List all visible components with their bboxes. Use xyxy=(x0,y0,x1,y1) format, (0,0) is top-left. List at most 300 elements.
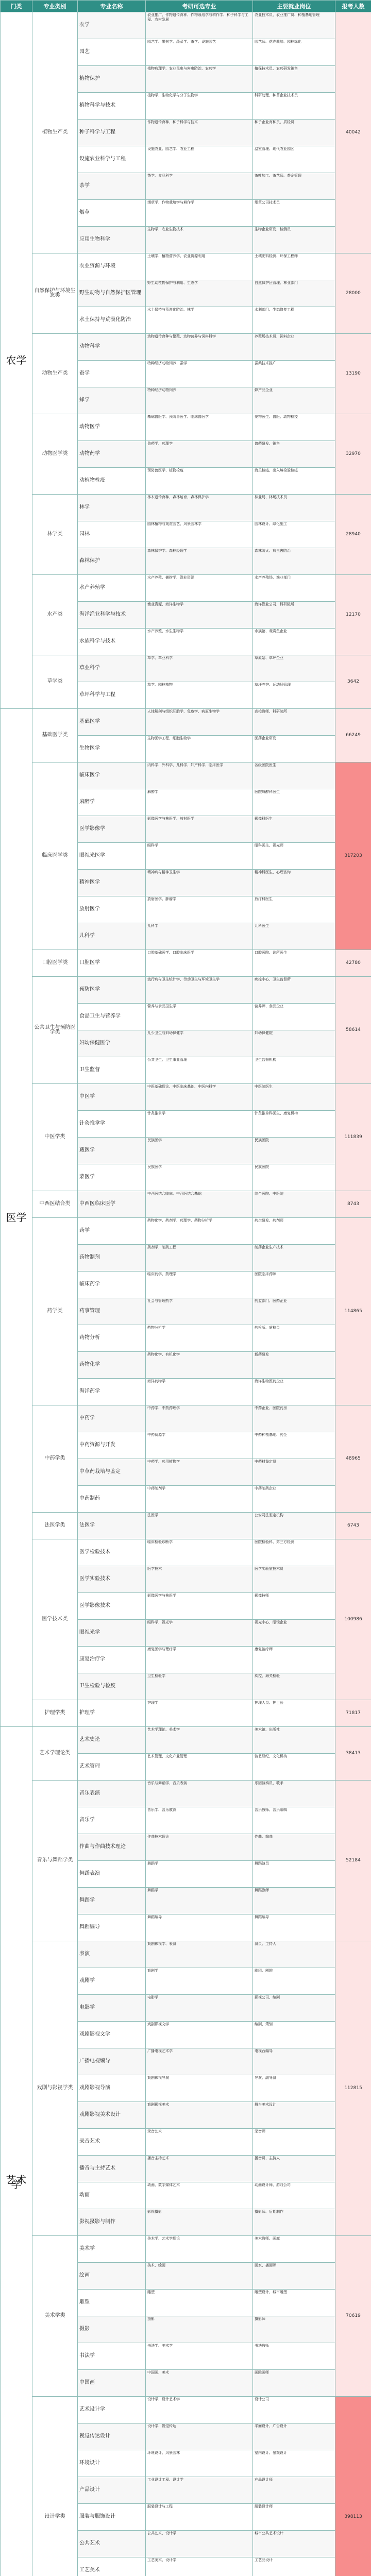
grad-options-cell: 水土保持与荒漠化防治、林学 xyxy=(146,307,253,334)
jobs-cell: 美术馆、出版社 xyxy=(253,1727,335,1754)
major-name-cell: 预防医学 xyxy=(78,977,146,1004)
jobs-cell: 美术教师、画廊 xyxy=(253,2236,335,2263)
category-cell: 医学 xyxy=(1,709,32,1727)
applicant-count-cell: 28940 xyxy=(335,495,371,575)
jobs-cell: 科研助理、种苗企业技术员 xyxy=(253,93,335,120)
jobs-cell: 平面设计、广告设计 xyxy=(253,2424,335,2450)
major-name-cell: 服装与服饰设计 xyxy=(78,2504,146,2531)
jobs-cell: 音乐教师、音乐编辑 xyxy=(253,1807,335,1834)
major-name-cell: 作曲与作曲技术理论 xyxy=(78,1834,146,1861)
class-cell: 自然保护与环境生态类 xyxy=(32,253,78,334)
applicant-count-cell: 100986 xyxy=(335,1539,371,1700)
major-name-cell: 药事管理 xyxy=(78,1298,146,1325)
major-name-cell: 电影学 xyxy=(78,1995,146,2022)
jobs-cell: 茶叶加工、茶艺师、茶企管理 xyxy=(253,173,335,200)
major-name-cell: 美术学 xyxy=(78,2236,146,2263)
grad-options-cell: 设计学、设计艺术学 xyxy=(146,2397,253,2424)
jobs-cell: 兽药研发、销售 xyxy=(253,441,335,468)
grad-options-cell: 植物病理学、农业昆虫与害虫防治、农药学 xyxy=(146,66,253,93)
major-name-cell: 水族科学与技术 xyxy=(78,629,146,655)
jobs-cell: 水产养殖场、渔业部门 xyxy=(253,575,335,602)
major-name-cell: 临床医学 xyxy=(78,762,146,789)
header-jobs: 主要就业岗位 xyxy=(253,1,335,12)
grad-options-cell: 水产养殖、水生生物学 xyxy=(146,629,253,655)
major-name-cell: 录音艺术 xyxy=(78,2129,146,2156)
table-row xyxy=(1,1727,371,1754)
jobs-cell: 营养师、食品企业 xyxy=(253,1004,335,1030)
major-name-cell: 表演 xyxy=(78,1941,146,1968)
class-cell: 植物生产类 xyxy=(32,12,78,253)
table-row xyxy=(1,1084,371,1111)
header-major: 专业名称 xyxy=(78,1,146,12)
grad-options-cell: 茶学、食品科学 xyxy=(146,173,253,200)
jobs-cell: 植保技术员、农药研发销售 xyxy=(253,66,335,93)
applicant-count-cell: 114865 xyxy=(335,1218,371,1405)
applicant-count-cell: 13190 xyxy=(335,334,371,414)
major-name-cell: 法医学 xyxy=(78,1513,146,1539)
grad-options-cell: 影视摄影 xyxy=(146,2209,253,2236)
class-cell: 动物医学类 xyxy=(32,414,78,495)
jobs-cell: 草坪养护、运动场管理 xyxy=(253,682,335,709)
grad-options-cell: 工业设计工程、设计学 xyxy=(146,2477,253,2504)
applicant-count-cell: 28000 xyxy=(335,253,371,334)
grad-options-cell: 土壤学、植物营养学、农业资源利用 xyxy=(146,253,253,280)
major-name-cell: 舞蹈学 xyxy=(78,1888,146,1914)
major-name-cell: 园林 xyxy=(78,521,146,548)
grad-options-cell: 中药学、药用植物学 xyxy=(146,1459,253,1486)
major-name-cell: 药物制剂 xyxy=(78,1245,146,1272)
jobs-cell: 园林设计、绿化施工 xyxy=(253,521,335,548)
jobs-cell: 舞台美术设计 xyxy=(253,2102,335,2129)
grad-options-cell: 民族医学 xyxy=(146,1138,253,1164)
applicant-count-cell: 48965 xyxy=(335,1405,371,1513)
applicant-count-cell: 112815 xyxy=(335,1941,371,2236)
applicant-count-cell: 38413 xyxy=(335,1727,371,1781)
jobs-cell: 农业技术员、农业推广员、种植基地管理 xyxy=(253,12,335,39)
grad-options-cell: 戏剧学 xyxy=(146,1968,253,1995)
major-name-cell: 中草药栽培与鉴定 xyxy=(78,1459,146,1486)
major-name-cell: 烟草 xyxy=(78,200,146,227)
grad-options-cell: 眼科学、视光学 xyxy=(146,1620,253,1647)
jobs-cell: 视光中心、眼镜企业 xyxy=(253,1620,335,1647)
grad-options-cell: 园林植物与观赏园艺、风景园林学 xyxy=(146,521,253,548)
class-cell: 美术学类 xyxy=(32,2236,78,2397)
major-name-cell: 摄影 xyxy=(78,2316,146,2343)
jobs-cell: 城市公共艺术设计 xyxy=(253,2531,335,2557)
major-name-cell: 精神医学 xyxy=(78,870,146,896)
major-name-cell: 放射医学 xyxy=(78,896,146,923)
applicant-count-cell: 3642 xyxy=(335,655,371,709)
grad-options-cell: 药物分析学 xyxy=(146,1325,253,1352)
grad-options-cell: 药物化学、有机化学 xyxy=(146,1352,253,1379)
grad-options-cell: 放射医学、肿瘤学 xyxy=(146,896,253,923)
major-name-cell: 中药资源与开发 xyxy=(78,1432,146,1459)
grad-options-cell: 临床检验诊断学 xyxy=(146,1539,253,1566)
applicant-count-cell: 317203 xyxy=(335,762,371,950)
jobs-cell: 康复治疗师 xyxy=(253,1647,335,1673)
major-name-cell: 医学影像学 xyxy=(78,816,146,843)
grad-options-cell: 预防兽医学、植物检疫 xyxy=(146,468,253,495)
jobs-cell: 医院临床药师 xyxy=(253,1272,335,1298)
grad-options-cell: 野生动植物保护与利用、生态学 xyxy=(146,280,253,307)
major-name-cell: 中国画 xyxy=(78,2370,146,2397)
major-name-cell: 动物医学 xyxy=(78,414,146,441)
major-name-cell: 临床药学 xyxy=(78,1272,146,1298)
grad-options-cell: 森林保护学、森林经理学 xyxy=(146,548,253,575)
major-name-cell: 雕塑 xyxy=(78,2290,146,2316)
jobs-cell: 烟草公司技术员 xyxy=(253,200,335,227)
grad-options-cell: 药物化学、药剂学、药理学、药物分析学 xyxy=(146,1218,253,1245)
grad-options-cell: 眼科学 xyxy=(146,843,253,870)
class-cell: 动物生产类 xyxy=(32,334,78,414)
grad-options-cell: 公共艺术、设计学 xyxy=(146,2531,253,2557)
jobs-cell: 产品设计师 xyxy=(253,2477,335,2504)
table-row xyxy=(1,1513,371,1539)
grad-options-cell: 服装设计与工程 xyxy=(146,2504,253,2531)
applicant-count-cell: 32970 xyxy=(335,414,371,495)
table-row xyxy=(1,977,371,1004)
major-name-cell: 影视摄影与制作 xyxy=(78,2209,146,2236)
grad-options-cell: 园艺学、果树学、蔬菜学、茶学、设施园艺 xyxy=(146,39,253,66)
jobs-cell: 画院画师 xyxy=(253,2370,335,2397)
major-name-cell: 艺术管理 xyxy=(78,1754,146,1781)
jobs-cell: 录音师 xyxy=(253,2129,335,2156)
table-row xyxy=(1,1700,371,1727)
major-name-cell: 食品卫生与营养学 xyxy=(78,1004,146,1030)
jobs-cell: 蚕桑技术推广 xyxy=(253,361,335,387)
jobs-cell: 森林防火、病虫害防治 xyxy=(253,548,335,575)
applicant-count-cell: 6743 xyxy=(335,1513,371,1539)
grad-options-cell: 植物学、生物化学与分子生物学 xyxy=(146,93,253,120)
table-row xyxy=(1,709,371,736)
jobs-cell: 疾控中心、卫生监督所 xyxy=(253,977,335,1004)
major-name-cell: 野生动物与自然保护区管理 xyxy=(78,280,146,307)
grad-options-cell: 动画、数字媒体艺术 xyxy=(146,2182,253,2209)
jobs-cell: 水族馆、观赏鱼企业 xyxy=(253,629,335,655)
major-name-cell: 舞蹈编导 xyxy=(78,1914,146,1941)
jobs-cell: 动画设计师、游戏公司 xyxy=(253,2182,335,2209)
jobs-cell: 草原站、草坪企业 xyxy=(253,655,335,682)
category-cell: 艺术学 xyxy=(1,1727,32,2576)
jobs-cell: 设计公司 xyxy=(253,2397,335,2424)
major-name-cell: 水土保持与荒漠化防治 xyxy=(78,307,146,334)
table-row xyxy=(1,414,371,441)
jobs-cell: 护理人员、护士长 xyxy=(253,1700,335,1727)
major-name-cell: 动物药学 xyxy=(78,441,146,468)
grad-options-cell: 环境设计、风景园林 xyxy=(146,2450,253,2477)
applicant-count-cell: 52184 xyxy=(335,1781,371,1941)
jobs-cell: 海关检疫、出入境检验检疫 xyxy=(253,468,335,495)
jobs-cell: 医学实验室技术员 xyxy=(253,1566,335,1593)
major-name-cell: 儿科学 xyxy=(78,923,146,950)
major-name-cell: 药学 xyxy=(78,1218,146,1245)
class-cell: 药学类 xyxy=(32,1218,78,1405)
jobs-cell: 疾控、海关检验 xyxy=(253,1673,335,1700)
major-name-cell: 绘画 xyxy=(78,2263,146,2290)
class-cell: 中医学类 xyxy=(32,1084,78,1191)
class-cell: 戏剧与影视学类 xyxy=(32,1941,78,2236)
jobs-cell: 精神科医生、心理咨询 xyxy=(253,870,335,896)
jobs-cell: 海洋生物医药企业 xyxy=(253,1379,335,1405)
major-name-cell: 卫生检验与检疫 xyxy=(78,1673,146,1700)
applicant-count-cell: 12170 xyxy=(335,575,371,655)
major-name-cell: 播音与主持艺术 xyxy=(78,2156,146,2182)
major-name-cell: 舞蹈表演 xyxy=(78,1861,146,1888)
table-row xyxy=(1,495,371,521)
grad-options-cell: 广播电视艺术学 xyxy=(146,2048,253,2075)
grad-options-cell: 法医学 xyxy=(146,1513,253,1539)
jobs-cell: 导演、副导演 xyxy=(253,2075,335,2102)
grad-options-cell: 音乐与舞蹈学、音乐表演 xyxy=(146,1781,253,1807)
grad-options-cell: 中药资源学 xyxy=(146,1432,253,1459)
major-name-cell: 种子科学与工程 xyxy=(78,120,146,146)
table-header-row xyxy=(1,1,371,12)
grad-options-cell: 内科学、外科学、儿科学、妇产科学、临床医学 xyxy=(146,762,253,789)
major-name-cell: 植物科学与技术 xyxy=(78,93,146,120)
header-category: 门类 xyxy=(1,1,32,12)
major-name-cell: 农学 xyxy=(78,12,146,39)
table-body xyxy=(1,12,371,2576)
grad-options-cell: 麻醉学 xyxy=(146,789,253,816)
grad-options-cell: 儿少卫生与妇幼保健学 xyxy=(146,1030,253,1057)
jobs-cell: 卫生监督机构 xyxy=(253,1057,335,1084)
jobs-cell: 种子企业育种员、质检员 xyxy=(253,120,335,146)
grad-options-cell: 动物遗传育种与繁殖、动物营养与饲料科学 xyxy=(146,334,253,361)
major-name-cell: 藏医学 xyxy=(78,1138,146,1164)
table-row xyxy=(1,655,371,682)
table-row xyxy=(1,575,371,602)
jobs-cell: 医药企业研发 xyxy=(253,736,335,762)
jobs-cell: 舞蹈编导 xyxy=(253,1914,335,1941)
applicant-count-cell: 58614 xyxy=(335,977,371,1084)
table-row xyxy=(1,1191,371,1218)
jobs-cell: 中药材鉴定员 xyxy=(253,1459,335,1486)
grad-options-cell: 药剂学、制药工程 xyxy=(146,1245,253,1272)
jobs-cell: 放疗科医生 xyxy=(253,896,335,923)
class-cell: 水产类 xyxy=(32,575,78,655)
jobs-cell: 摄影师、后期制作 xyxy=(253,2209,335,2236)
major-name-cell: 医学检验技术 xyxy=(78,1539,146,1566)
jobs-cell: 舞蹈教师 xyxy=(253,1888,335,1914)
jobs-cell: 养殖场技术员、饲料企业 xyxy=(253,334,335,361)
jobs-cell: 中药种植基地、药企 xyxy=(253,1432,335,1459)
jobs-cell: 宠物医生、兽医、动物检疫 xyxy=(253,414,335,441)
grad-options-cell: 草学、园林植物 xyxy=(146,682,253,709)
applicant-count-cell: 398113 xyxy=(335,2397,371,2576)
major-name-cell: 中药制药 xyxy=(78,1486,146,1513)
jobs-cell: 新药研发 xyxy=(253,1352,335,1379)
jobs-cell: 生物企业研发、检测员 xyxy=(253,227,335,253)
major-name-cell: 书法学 xyxy=(78,2343,146,2370)
jobs-cell: 影像技师 xyxy=(253,1593,335,1620)
applicant-count-cell: 111839 xyxy=(335,1084,371,1191)
major-name-cell: 工艺美术 xyxy=(78,2557,146,2576)
grad-options-cell: 护理学 xyxy=(146,1700,253,1727)
major-name-cell: 基础医学 xyxy=(78,709,146,736)
grad-options-cell: 人体解剖与组织胚胎学、免疫学、病原生物学 xyxy=(146,709,253,736)
grad-options-cell: 水产养殖、捕捞学、渔业资源 xyxy=(146,575,253,602)
major-name-cell: 中药学 xyxy=(78,1405,146,1432)
grad-options-cell: 舞蹈学 xyxy=(146,1861,253,1888)
major-name-cell: 眼视光医学 xyxy=(78,843,146,870)
class-cell: 公共卫生与预防医学类 xyxy=(32,977,78,1084)
jobs-cell: 针灸推拿科医生、康复机构 xyxy=(253,1111,335,1138)
grad-options-cell: 特种经济动物饲养 xyxy=(146,387,253,414)
grad-options-cell: 播音主持艺术 xyxy=(146,2156,253,2182)
major-name-cell: 艺术设计学 xyxy=(78,2397,146,2424)
jobs-cell: 高校教师、科研院所 xyxy=(253,709,335,736)
major-name-cell: 蒙医学 xyxy=(78,1164,146,1191)
grad-options-cell: 中药制剂学 xyxy=(146,1486,253,1513)
table-row xyxy=(1,1539,371,1566)
grad-options-cell: 艺术学理论、美术学 xyxy=(146,1727,253,1754)
header-applicants: 报考人数 xyxy=(335,1,371,12)
grad-options-cell: 作曲技术理论 xyxy=(146,1834,253,1861)
jobs-cell: 舞蹈演员 xyxy=(253,1861,335,1888)
grad-options-cell: 戏剧影视学、表演 xyxy=(146,1941,253,1968)
grad-options-cell: 生物医学工程、细胞生物学 xyxy=(146,736,253,762)
applicant-count-cell: 40042 xyxy=(335,12,371,253)
major-name-cell: 农业资源与环境 xyxy=(78,253,146,280)
jobs-cell: 自然保护区管理、林业部门 xyxy=(253,280,335,307)
major-name-cell: 戏剧影视文学 xyxy=(78,2022,146,2048)
jobs-cell: 编剧、策划 xyxy=(253,2022,335,2048)
jobs-cell: 中医院医生 xyxy=(253,1084,335,1111)
grad-options-cell: 渔业资源、海洋生物学 xyxy=(146,602,253,629)
jobs-cell: 播音员、主持人 xyxy=(253,2156,335,2182)
major-name-cell: 中西医临床医学 xyxy=(78,1191,146,1218)
grad-options-cell: 美术学、艺术学理论 xyxy=(146,2236,253,2263)
class-cell: 法医学类 xyxy=(32,1513,78,1539)
major-name-cell: 动植物检疫 xyxy=(78,468,146,495)
grad-options-cell: 录音艺术 xyxy=(146,2129,253,2156)
grad-options-cell: 设施农业、园艺学、农业工程 xyxy=(146,146,253,173)
class-cell: 中药学类 xyxy=(32,1405,78,1513)
jobs-cell: 温室管理、现代农业园区 xyxy=(253,146,335,173)
grad-options-cell: 中国画、美术 xyxy=(146,2370,253,2397)
grad-options-cell: 书法学、美术学 xyxy=(146,2343,253,2370)
table-row xyxy=(1,253,371,280)
jobs-cell: 制药企业生产技术 xyxy=(253,1245,335,1272)
class-cell: 草学类 xyxy=(32,655,78,709)
grad-options-cell: 康复医学与理疗学 xyxy=(146,1647,253,1673)
grad-options-cell: 特种经济动物饲养、蚕学 xyxy=(146,361,253,387)
grad-options-cell: 舞蹈学 xyxy=(146,1888,253,1914)
major-name-cell: 艺术史论 xyxy=(78,1727,146,1754)
class-cell: 艺术学理论类 xyxy=(32,1727,78,1781)
table-row xyxy=(1,950,371,977)
jobs-cell: 各级医院医生 xyxy=(253,762,335,789)
jobs-cell: 影像科医生 xyxy=(253,816,335,843)
applicant-count-cell: 66249 xyxy=(335,709,371,762)
jobs-cell: 电视台编导 xyxy=(253,2048,335,2075)
jobs-cell: 雕塑设计、城市雕塑 xyxy=(253,2290,335,2316)
class-cell: 医学技术类 xyxy=(32,1539,78,1700)
grad-options-cell: 基础兽医学、预防兽医学、临床兽医学 xyxy=(146,414,253,441)
major-name-cell: 设施农业科学与工程 xyxy=(78,146,146,173)
grad-options-cell: 中医基础理论、中医临床基础、中医内科学 xyxy=(146,1084,253,1111)
grad-options-cell: 兽药学、药理学 xyxy=(146,441,253,468)
jobs-cell: 园艺师、花卉栽培、园林绿化 xyxy=(253,39,335,66)
jobs-cell: 中药制药企业 xyxy=(253,1486,335,1513)
major-name-cell: 音乐表演 xyxy=(78,1781,146,1807)
major-name-cell: 针灸推拿学 xyxy=(78,1111,146,1138)
grad-options-cell: 草学、草业科学 xyxy=(146,655,253,682)
major-name-cell: 康复治疗学 xyxy=(78,1647,146,1673)
jobs-cell: 综合医院、中医院 xyxy=(253,1191,335,1218)
grad-options-cell: 针灸推拿学 xyxy=(146,1111,253,1138)
major-name-cell: 医学影像技术 xyxy=(78,1593,146,1620)
jobs-cell: 口腔医院、诊所医生 xyxy=(253,950,335,977)
table-row xyxy=(1,2397,371,2424)
grad-options-cell: 社会与管理药学 xyxy=(146,1298,253,1325)
grad-options-cell: 公共卫生、卫生事业管理 xyxy=(146,1057,253,1084)
grad-options-cell: 烟草学、作物栽培学与耕作学 xyxy=(146,200,253,227)
applicant-count-cell: 8743 xyxy=(335,1191,371,1218)
table-row xyxy=(1,2236,371,2263)
jobs-cell: 摄影师 xyxy=(253,2316,335,2343)
grad-options-cell: 中西医结合临床、中西医结合基础 xyxy=(146,1191,253,1218)
class-cell: 临床医学类 xyxy=(32,762,78,950)
class-cell: 基础医学类 xyxy=(32,709,78,762)
jobs-cell: 演员、主持人 xyxy=(253,1941,335,1968)
grad-options-cell: 农业推广、作物遗传育种、作物栽培学与耕作学、种子科学与工程、农村发展 xyxy=(146,12,253,39)
major-name-cell: 动画 xyxy=(78,2182,146,2209)
major-name-cell: 口腔医学 xyxy=(78,950,146,977)
grad-options-cell: 设计学、视觉传达 xyxy=(146,2424,253,2450)
grad-options-cell: 摄影 xyxy=(146,2316,253,2343)
jobs-cell: 民族医院 xyxy=(253,1138,335,1164)
table-row xyxy=(1,1405,371,1432)
major-name-cell: 林学 xyxy=(78,495,146,521)
major-name-cell: 戏剧影视导演 xyxy=(78,2075,146,2102)
jobs-cell: 作曲、编曲 xyxy=(253,1834,335,1861)
grad-options-cell: 民族医学 xyxy=(146,1164,253,1191)
jobs-cell: 药企研发、药剂师 xyxy=(253,1218,335,1245)
table-row xyxy=(1,762,371,789)
major-name-cell: 草坪科学与工程 xyxy=(78,682,146,709)
major-name-cell: 戏剧影视美术设计 xyxy=(78,2102,146,2129)
class-cell: 设计学类 xyxy=(32,2397,78,2576)
applicant-count-cell: 71817 xyxy=(335,1700,371,1727)
major-name-cell: 妇幼保健医学 xyxy=(78,1030,146,1057)
table-row xyxy=(1,1941,371,1968)
major-name-cell: 视觉传达设计 xyxy=(78,2424,146,2450)
jobs-cell: 公安司法鉴定机构 xyxy=(253,1513,335,1539)
grad-options-cell: 卫生检验学 xyxy=(146,1673,253,1700)
major-name-cell: 音乐学 xyxy=(78,1807,146,1834)
jobs-cell: 影视公司、编剧 xyxy=(253,1995,335,2022)
grad-options-cell: 生物学、农业生物技术 xyxy=(146,227,253,253)
major-name-cell: 公共艺术 xyxy=(78,2531,146,2557)
major-name-cell: 广播电视编导 xyxy=(78,2048,146,2075)
applicant-count-cell: 70619 xyxy=(335,2236,371,2397)
major-name-cell: 药物化学 xyxy=(78,1352,146,1379)
major-name-cell: 海洋药学 xyxy=(78,1379,146,1405)
grad-options-cell: 营养与食品卫生学 xyxy=(146,1004,253,1030)
table-row xyxy=(1,1218,371,1245)
jobs-cell: 演艺经纪、文化机构 xyxy=(253,1754,335,1781)
grad-options-cell: 戏剧影视文学 xyxy=(146,2022,253,2048)
major-name-cell: 产品设计 xyxy=(78,2477,146,2504)
jobs-cell: 民族医院 xyxy=(253,1164,335,1191)
grad-options-cell: 林木遗传育种、森林培育、森林保护学 xyxy=(146,495,253,521)
class-cell: 音乐与舞蹈学类 xyxy=(32,1781,78,1941)
jobs-cell: 工艺品设计 xyxy=(253,2557,335,2576)
jobs-cell: 林业局、林场技术员 xyxy=(253,495,335,521)
table-row xyxy=(1,12,371,39)
major-name-cell: 戏剧学 xyxy=(78,1968,146,1995)
